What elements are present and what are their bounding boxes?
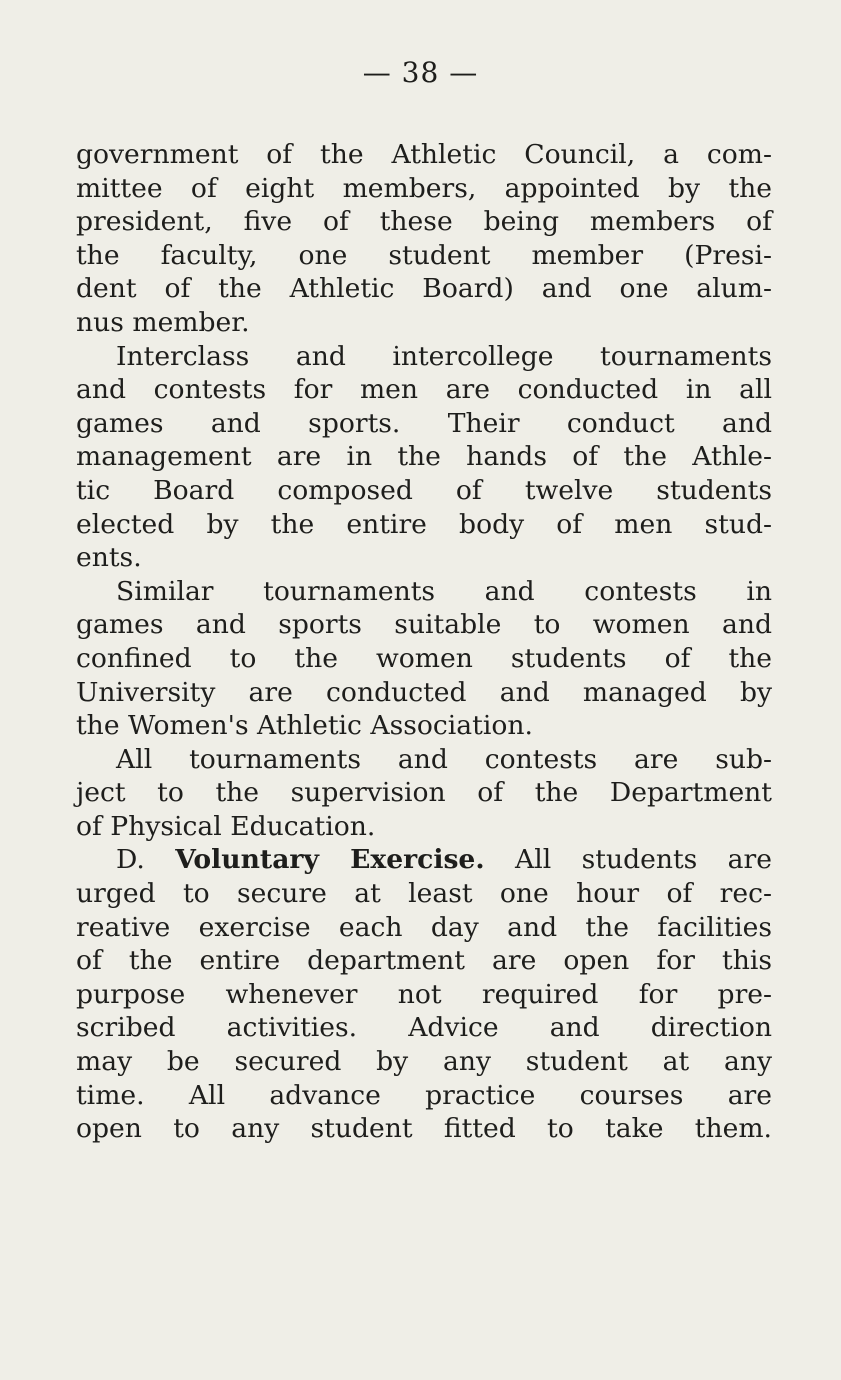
- text-line: reative exercise each day and the facilities: [76, 911, 772, 943]
- text-line: and contests for men are conducted in all: [76, 374, 772, 406]
- text-line: time. All advance practice courses are: [76, 1079, 772, 1111]
- text-line: games and sports. Their conduct and: [76, 407, 772, 439]
- text-line: University are conducted and managed by: [76, 676, 772, 708]
- text-line: president, five of these being members of: [76, 206, 772, 238]
- text-line: games and sports suitable to women and: [76, 609, 772, 641]
- text-line: All tournaments and contests are sub-: [116, 743, 772, 775]
- text-line: nus member.: [76, 306, 250, 338]
- page-number: — 38 —: [362, 56, 479, 89]
- text-line: of Physical Education.: [76, 810, 376, 842]
- text-line: [76, 843, 772, 877]
- text-line: of the entire department are open for this: [76, 945, 772, 977]
- text-line: scribed activities. Advice and direction: [76, 1012, 772, 1044]
- text-line: elected by the entire body of men stud-: [76, 508, 772, 540]
- text-line: ents.: [76, 542, 142, 574]
- text-line: urged to secure at least one hour of rec-: [76, 878, 772, 910]
- section-heading: Voluntary Exercise.: [175, 844, 485, 876]
- text-line: the Women's Athletic Association.: [76, 710, 533, 742]
- text-line: mittee of eight members, appointed by the: [76, 172, 772, 204]
- body-text: [76, 138, 772, 1146]
- text-line: the faculty, one student member (Presi-: [76, 239, 772, 271]
- text-line: confined to the women students of the: [76, 642, 772, 674]
- text-line: purpose whenever not required for pre-: [76, 978, 772, 1010]
- section-label: D.: [116, 844, 176, 876]
- text-line: ject to the supervision of the Department: [76, 777, 772, 809]
- text-line: tic Board composed of twelve students: [76, 474, 772, 506]
- line-text: All students are: [484, 844, 772, 876]
- text-line: Similar tournaments and contests in: [116, 575, 772, 607]
- text-line: open to any student fitted to take them.: [76, 1113, 772, 1145]
- text-line: may be secured by any student at any: [76, 1046, 772, 1078]
- text-line: government of the Athletic Council, a com-: [76, 139, 772, 170]
- text-line: dent of the Athletic Board) and one alum-: [76, 273, 772, 305]
- text-line: management are in the hands of the Athle-: [76, 441, 772, 473]
- text-line: Interclass and intercollege tournaments: [116, 340, 772, 372]
